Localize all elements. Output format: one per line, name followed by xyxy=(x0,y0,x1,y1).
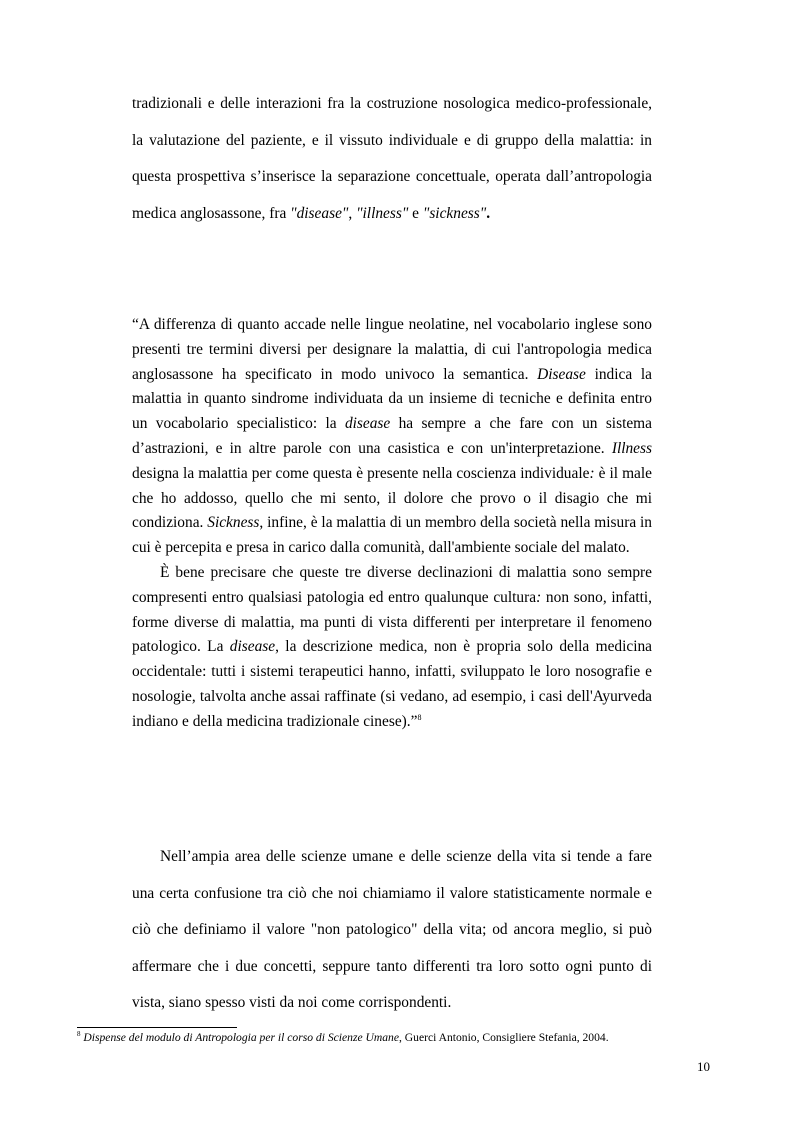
quote-text: ha sempre a che fare con un sistema d’astrazioni, e in altre parole con una casistica e con un'interpretazione. xyxy=(132,415,652,457)
term-illness: "illness" xyxy=(356,204,409,222)
term-sickness: Sickness xyxy=(207,514,260,532)
quote-text: , infine, è la malattia di un membro della società nella misura in cui è percepita e presa in carico dalla comunità, dall'ambiente sociale del malato. xyxy=(132,514,652,557)
separator: , xyxy=(348,204,357,222)
page-number: 10 xyxy=(697,1059,710,1074)
term-illness: Illness xyxy=(611,439,652,457)
term-disease: disease xyxy=(229,638,276,656)
term-sickness: "sickness" xyxy=(422,204,487,222)
italic-colon: : xyxy=(536,588,542,606)
quote-text: indica la malattia in quanto sindrome individuata da un insieme di tecniche e definita entro un vocabolario specialistico: la xyxy=(132,365,652,433)
italic-colon: : xyxy=(589,464,595,482)
term-disease: Disease xyxy=(537,365,586,383)
footnote xyxy=(77,1031,717,1045)
intro-paragraph xyxy=(132,86,652,232)
paragraph-text-main: tradizionali e delle interazioni fra la costruzione nosologica medico-professionale, la valutazione del paziente, e il vissuto individuale e di gruppo della malattia: in questa prospettiva s’inserisce la separazione concettuale, operata dall’antropologia medica anglosassone, fra xyxy=(132,95,652,222)
quote-text: , la descrizione medica, non è propria solo della medicina occidentale: tutti i sistemi terapeutici hanno, infatti, sviluppato le loro nosografie e nosologie, talvolta anche assai raffinate (si vedano, ad esempio, i casi dell'Ayurveda indiano e della medicina tradizionale cinese).” xyxy=(132,638,652,730)
quote-text: non sono, infatti, forme diverse di malattia, ma punti di vista differenti per interpretare il fenomeno patologico. La xyxy=(132,588,652,656)
block-quote xyxy=(132,313,652,735)
footnote-reference[interactable]: 8 xyxy=(417,712,422,722)
footnote-number: 8 xyxy=(77,1030,81,1039)
term-disease: disease xyxy=(344,415,391,433)
quote-paragraph-1 xyxy=(132,313,652,561)
quote-text: “A differenza di quanto accade nelle lingue neolatine, nel vocabolario inglese sono presenti tre termini diversi per designare la malattia, di cui l'antropologia medica anglosassone ha specificato in modo univoco la semantica. xyxy=(132,316,652,383)
quote-text: È bene precisare che queste tre diverse declinazioni di malattia sono sempre compresenti entro qualsiasi patologia ed entro qualunque cultura xyxy=(132,563,652,606)
footnote-divider xyxy=(77,1027,237,1028)
closing-paragraph xyxy=(132,839,652,1022)
footnote-title: Dispense del modulo di Antropologia per il corso di Scienze Umane xyxy=(83,1031,399,1044)
paragraph-text xyxy=(132,86,652,232)
quote-text: è il male che ho addosso, quello che mi sento, il dolore che provo o il disagio che mi condiziona. xyxy=(132,464,652,532)
separator: e xyxy=(408,204,423,222)
quote-paragraph-2 xyxy=(132,561,652,735)
term-disease: "disease" xyxy=(290,204,349,222)
footnote-citation: , Guerci Antonio, Consigliere Stefania, 2004. xyxy=(398,1031,609,1044)
quote-text: designa la malattia per come questa è presente nella coscienza individuale xyxy=(132,464,590,482)
end-period: . xyxy=(486,204,491,222)
paragraph-text: Nell’ampia area delle scienze umane e delle scienze della vita si tende a fare una certa confusione tra ciò che noi chiamiamo il valore statisticamente normale e ciò che definiamo il valore "non patologico" della vita; od ancora meglio, si può affermare che i due concetti, seppure tanto differenti tra loro sotto ogni punto di vista, siano spesso visti da noi come corrispondenti. xyxy=(132,848,652,1012)
